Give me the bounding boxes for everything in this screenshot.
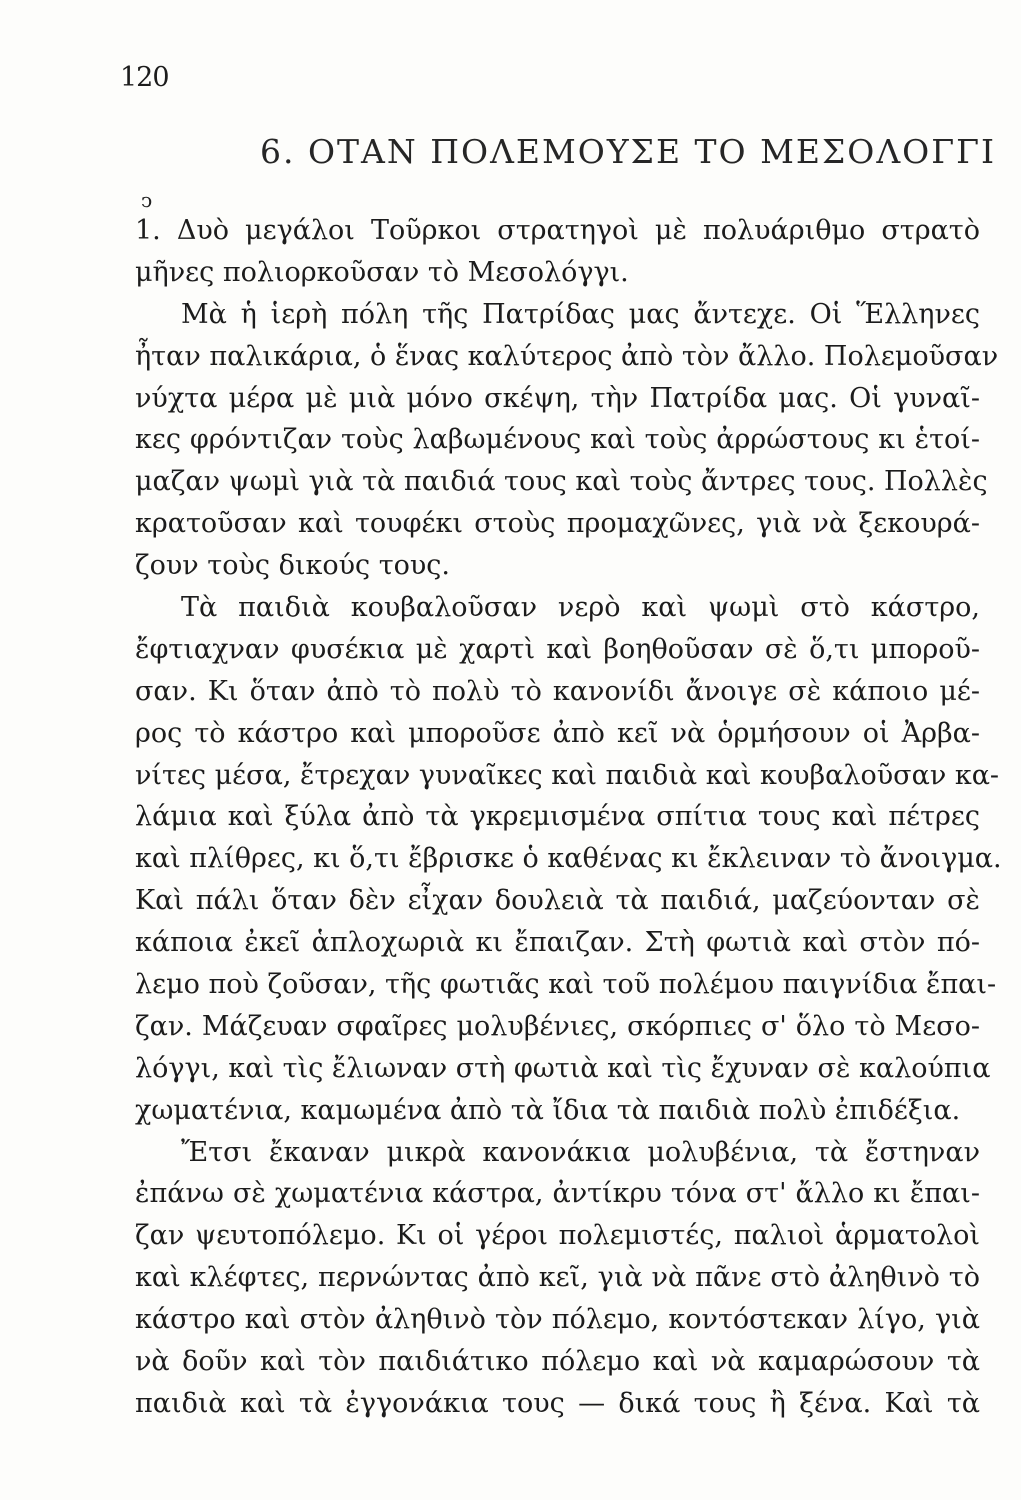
text-line: ἐπάνω σὲ χωματένια κάστρα, ἀντίκρυ τόνα στ' ἄλλο κι ἔπαι- [135,1178,980,1210]
text-line: Μὰ ἡ ἱερὴ πόλη τῆς Πατρίδας μας ἄντεχε. Οἱ Ἕλληνες [181,298,980,330]
text-line: ζαν. Μάζευαν σφαῖρες μολυβένιες, σκόρπιες σ' ὅλο τὸ Μεσο- [135,1010,980,1042]
text-line: καὶ πλίθρες, κι ὅ,τι ἔβρισκε ὁ καθένας κι ἔκλειναν τὸ ἄνοιγμα. [135,843,1002,875]
text-line: ἦταν παλικάρια, ὁ ἕνας καλύτερος ἀπὸ τὸν ἄλλο. Πολεμοῦσαν [135,340,999,372]
text-line: νὰ δοῦν καὶ τὸν παιδιάτικο πόλεμο καὶ νὰ καμαρώσουν τὰ [135,1346,980,1378]
text-line: χωματένια, καμωμένα ἀπὸ τὰ ἴδια τὰ παιδιὰ πολὺ ἐπιδέξια. [135,1094,961,1126]
text-line: παιδιὰ καὶ τὰ ἐγγονάκια τους — δικά τους ἢ ξένα. Καὶ τὰ [135,1387,980,1419]
text-line: νύχτα μέρα μὲ μιὰ μόνο σκέψη, τὴν Πατρίδα μας. Οἱ γυναῖ- [135,382,980,414]
text-line: ζουν τοὺς δικούς τους. [135,550,451,582]
text-line: λάμια καὶ ξύλα ἀπὸ τὰ γκρεμισμένα σπίτια τους καὶ πέτρες [135,801,980,833]
text-line: 1. Δυὸ μεγάλοι Τοῦρκοι στρατηγοὶ μὲ πολυάριθμο στρατὸ [135,215,980,246]
text-line: κρατοῦσαν καὶ τουφέκι στοὺς προμαχῶνες, γιὰ νὰ ξεκουρά- [135,508,980,540]
page-number: 120 [120,62,169,93]
text-line: Καὶ πάλι ὅταν δὲν εἶχαν δουλειὰ τὰ παιδιά, μαζεύονταν σὲ [135,885,980,917]
text-line: ζαν ψευτοπόλεμο. Κι οἱ γέροι πολεμιστές, παλιοὶ ἁρματολοὶ [135,1220,980,1252]
text-line: ἔφτιαχναν φυσέκια μὲ χαρτὶ καὶ βοηθοῦσαν σὲ ὅ,τι μποροῦ- [135,633,980,665]
text-line: Τὰ παιδιὰ κουβαλοῦσαν νερὸ καὶ ψωμὶ στὸ κάστρο, [181,592,980,624]
text-line: κες φρόντιζαν τοὺς λαβωμένους καὶ τοὺς ἀρρώστους κι ἑτοί- [135,424,980,456]
text-line: κάστρο καὶ στὸν ἀληθινὸ τὸν πόλεμο, κοντόστεκαν λίγο, γιὰ [135,1304,980,1336]
chapter-title: 6. ΟΤΑΝ ΠΟΛΕΜΟΥΣΕ ΤΟ ΜΕΣΟΛΟΓΓΙ [260,132,997,171]
text-line: μαζαν ψωμὶ γιὰ τὰ παιδιά τους καὶ τοὺς ἄντρες τους. Πολλὲς [135,466,988,498]
text-line: Ἔτσι ἔκαναν μικρὰ κανονάκια μολυβένια, τὰ ἔστηναν [181,1136,980,1168]
text-line: ρος τὸ κάστρο καὶ μποροῦσε ἀπὸ κεῖ νὰ ὁρμήσουν οἱ Ἀρβα- [135,717,980,749]
text-line: καὶ κλέφτες, περνώντας ἀπὸ κεῖ, γιὰ νὰ πᾶνε στὸ ἀληθινὸ τὸ [135,1262,980,1294]
text-line: λόγγι, καὶ τὶς ἔλιωναν στὴ φωτιὰ καὶ τὶς ἔχυναν σὲ καλούπια [135,1052,991,1084]
margin-mark-icon: ↄ [141,188,153,212]
text-line: κάποια ἐκεῖ ἁπλοχωριὰ κι ἔπαιζαν. Στὴ φωτιὰ καὶ στὸν πό- [135,927,980,959]
text-line: νίτες μέσα, ἔτρεχαν γυναῖκες καὶ παιδιὰ καὶ κουβαλοῦσαν κα- [135,759,1000,791]
text-line: σαν. Κι ὅταν ἀπὸ τὸ πολὺ τὸ κανονίδι ἄνοιγε σὲ κάποιο μέ- [135,675,980,707]
text-line: λεμο ποὺ ζοῦσαν, τῆς φωτιᾶς καὶ τοῦ πολέμου παιγνίδια ἔπαι- [135,969,997,1001]
body-text [135,210,1002,1425]
text-line: μῆνες πολιορκοῦσαν τὸ Μεσολόγγι. [135,256,629,288]
